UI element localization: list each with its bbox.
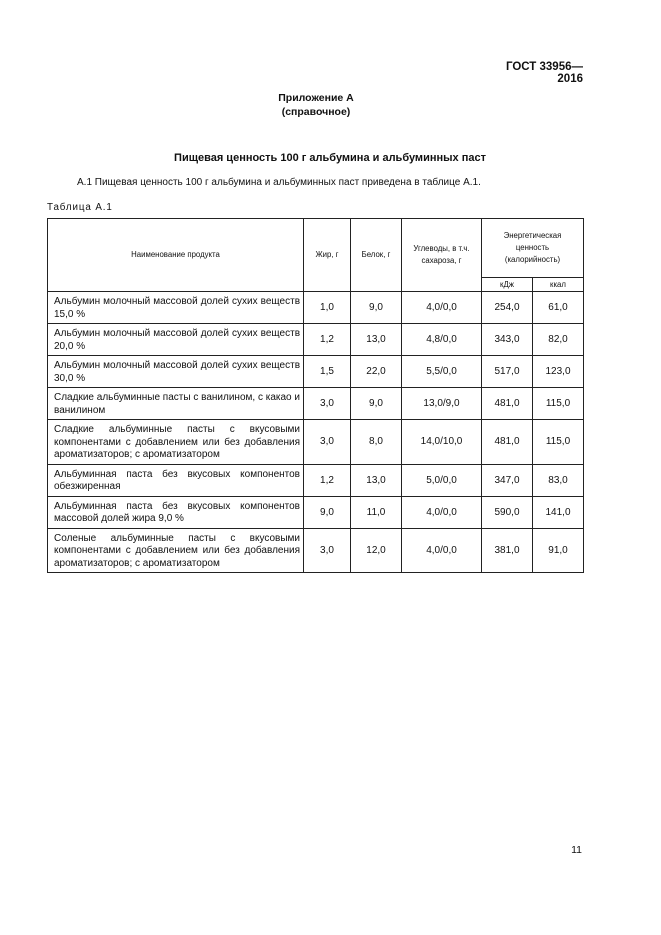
cell-carbs: 5,5/0,0 [402,356,482,388]
table-row [48,356,584,388]
table-caption: Таблица А.1 [47,202,113,213]
cell-kj: 481,0 [482,388,533,420]
page-number: 11 [571,844,582,856]
table-row [48,324,584,356]
standard-number: ГОСТ 33956—2016 [505,61,583,85]
appendix-heading [0,91,661,119]
header-carbs: Углеводы, в т.ч. сахароза, г [402,219,482,292]
cell-product-name: Альбуминная паста без вкусовых компонентов массовой долей жира 9,0 % [48,496,304,528]
cell-fat: 9,0 [304,496,351,528]
header-protein: Белок, г [351,219,402,292]
table-row [48,292,584,324]
cell-kj: 254,0 [482,292,533,324]
cell-kj: 347,0 [482,464,533,496]
cell-carbs: 4,8/0,0 [402,324,482,356]
cell-fat: 3,0 [304,528,351,573]
cell-kj: 517,0 [482,356,533,388]
section-title: Пищевая ценность 100 г альбумина и альбуминных паст [174,152,486,164]
cell-kj: 381,0 [482,528,533,573]
cell-kcal: 115,0 [533,388,584,420]
header-kcal: ккал [533,278,584,292]
cell-fat: 1,2 [304,464,351,496]
cell-fat: 1,0 [304,292,351,324]
header-energy: Энергетическая ценность (калорийность) [482,219,584,278]
cell-fat: 1,5 [304,356,351,388]
cell-kj: 481,0 [482,420,533,465]
cell-protein: 9,0 [351,388,402,420]
header-product-name: Наименование продукта [48,219,304,292]
cell-product-name: Альбумин молочный массовой долей сухих веществ 15,0 % [48,292,304,324]
cell-product-name: Альбумин молочный массовой долей сухих веществ 30,0 % [48,356,304,388]
table-row [48,388,584,420]
cell-protein: 8,0 [351,420,402,465]
table-row [48,528,584,573]
table-row [48,420,584,465]
cell-kj: 590,0 [482,496,533,528]
cell-kcal: 82,0 [533,324,584,356]
cell-protein: 13,0 [351,464,402,496]
cell-carbs: 4,0/0,0 [402,496,482,528]
cell-fat: 3,0 [304,420,351,465]
intro-paragraph: А.1 Пищевая ценность 100 г альбумина и альбуминных паст приведена в таблице А.1. [77,177,481,188]
cell-kcal: 141,0 [533,496,584,528]
cell-fat: 1,2 [304,324,351,356]
cell-carbs: 4,0/0,0 [402,292,482,324]
cell-carbs: 13,0/9,0 [402,388,482,420]
cell-kcal: 83,0 [533,464,584,496]
cell-carbs: 4,0/0,0 [402,528,482,573]
table-row [48,496,584,528]
nutrition-table [47,218,584,573]
cell-product-name: Сладкие альбуминные пасты с вкусовыми компонентами с добавлением или без добавления ароматизаторов; с ароматизатором [48,420,304,465]
cell-kcal: 91,0 [533,528,584,573]
cell-kcal: 61,0 [533,292,584,324]
appendix-title: Приложение А [278,92,354,104]
cell-carbs: 14,0/10,0 [402,420,482,465]
cell-product-name: Соленые альбуминные пасты с вкусовыми компонентами с добавлением или без добавления ароматизаторов; с ароматизатором [48,528,304,573]
cell-protein: 13,0 [351,324,402,356]
cell-kcal: 115,0 [533,420,584,465]
cell-kj: 343,0 [482,324,533,356]
cell-product-name: Альбумин молочный массовой долей сухих веществ 20,0 % [48,324,304,356]
cell-fat: 3,0 [304,388,351,420]
cell-protein: 9,0 [351,292,402,324]
cell-protein: 11,0 [351,496,402,528]
cell-product-name: Альбуминная паста без вкусовых компонентов обезжиренная [48,464,304,496]
cell-protein: 22,0 [351,356,402,388]
header-kj: кДж [482,278,533,292]
cell-product-name: Сладкие альбуминные пасты с ванилином, с какао и ванилином [48,388,304,420]
cell-carbs: 5,0/0,0 [402,464,482,496]
cell-protein: 12,0 [351,528,402,573]
header-fat: Жир, г [304,219,351,292]
table-row [48,464,584,496]
appendix-note: (справочное) [281,106,351,118]
cell-kcal: 123,0 [533,356,584,388]
